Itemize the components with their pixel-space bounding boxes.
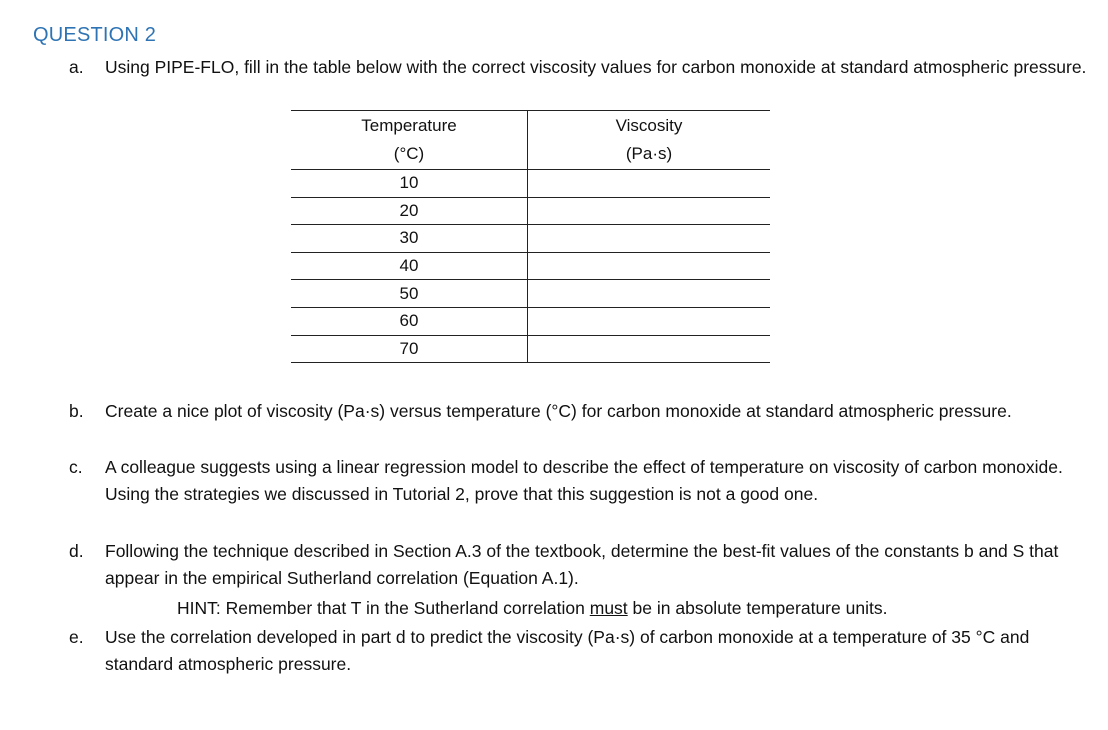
part-text: Use the correlation developed in part d to predict the viscosity (Pa·s) of carbon monoxide at a temperature of 35 °C and standard atmospheric pressure. [105,627,1030,674]
hint-before: HINT: Remember that T in the Sutherland correlation [177,598,590,618]
hint-emphasis: must [589,598,628,618]
table-row [291,170,770,198]
part-text: A colleague suggests using a linear regression model to describe the effect of temperature on viscosity of carbon monoxide. Using the strategies we discussed in Tutorial 2, prove that this suggestion is not a good one. [105,457,1063,504]
viscosity-cell[interactable] [528,197,771,225]
hint-after: be in absolute temperature units. [627,598,888,618]
temperature-header [291,111,528,170]
question-heading: QUESTION 2 [33,24,157,46]
temperature-cell: 20 [291,197,528,225]
table-header-row [291,111,770,170]
viscosity-table [291,110,770,363]
part-marker: d. [69,541,84,561]
viscosity-cell[interactable] [528,252,771,280]
table-row [291,225,770,253]
temperature-cell: 50 [291,280,528,308]
table-row [291,335,770,363]
part-marker: a. [69,57,84,77]
table-row [291,197,770,225]
temperature-cell: 70 [291,335,528,363]
header-label: Temperature [361,116,457,135]
question-part-e [69,624,1099,678]
table-row [291,252,770,280]
viscosity-header [528,111,771,170]
part-text: Create a nice plot of viscosity (Pa·s) versus temperature (°C) for carbon monoxide at standard atmospheric pressure. [105,401,1012,421]
part-marker: c. [69,457,83,477]
viscosity-cell[interactable] [528,225,771,253]
viscosity-cell[interactable] [528,335,771,363]
part-marker: e. [69,627,84,647]
header-label: Viscosity [615,116,683,135]
table-row [291,280,770,308]
question-part-c [69,454,1099,508]
hint-text [177,595,887,622]
question-part-d [69,538,1099,592]
question-part-b [69,398,1099,425]
viscosity-cell[interactable] [528,307,771,335]
part-text: Following the technique described in Section A.3 of the textbook, determine the best-fit values of the constants b and S that appear in the empirical Sutherland correlation (Equation A.1). [105,541,1059,588]
temperature-cell: 60 [291,307,528,335]
header-unit: (°C) [393,144,425,163]
viscosity-cell[interactable] [528,170,771,198]
part-marker: b. [69,401,84,421]
temperature-cell: 40 [291,252,528,280]
viscosity-cell[interactable] [528,280,771,308]
part-text: Using PIPE-FLO, fill in the table below with the correct viscosity values for carbon monoxide at standard atmospheric pressure. [105,57,1087,77]
temperature-cell: 10 [291,170,528,198]
table-row [291,307,770,335]
temperature-cell: 30 [291,225,528,253]
header-unit: (Pa·s) [625,144,673,163]
question-part-a [69,54,1099,81]
